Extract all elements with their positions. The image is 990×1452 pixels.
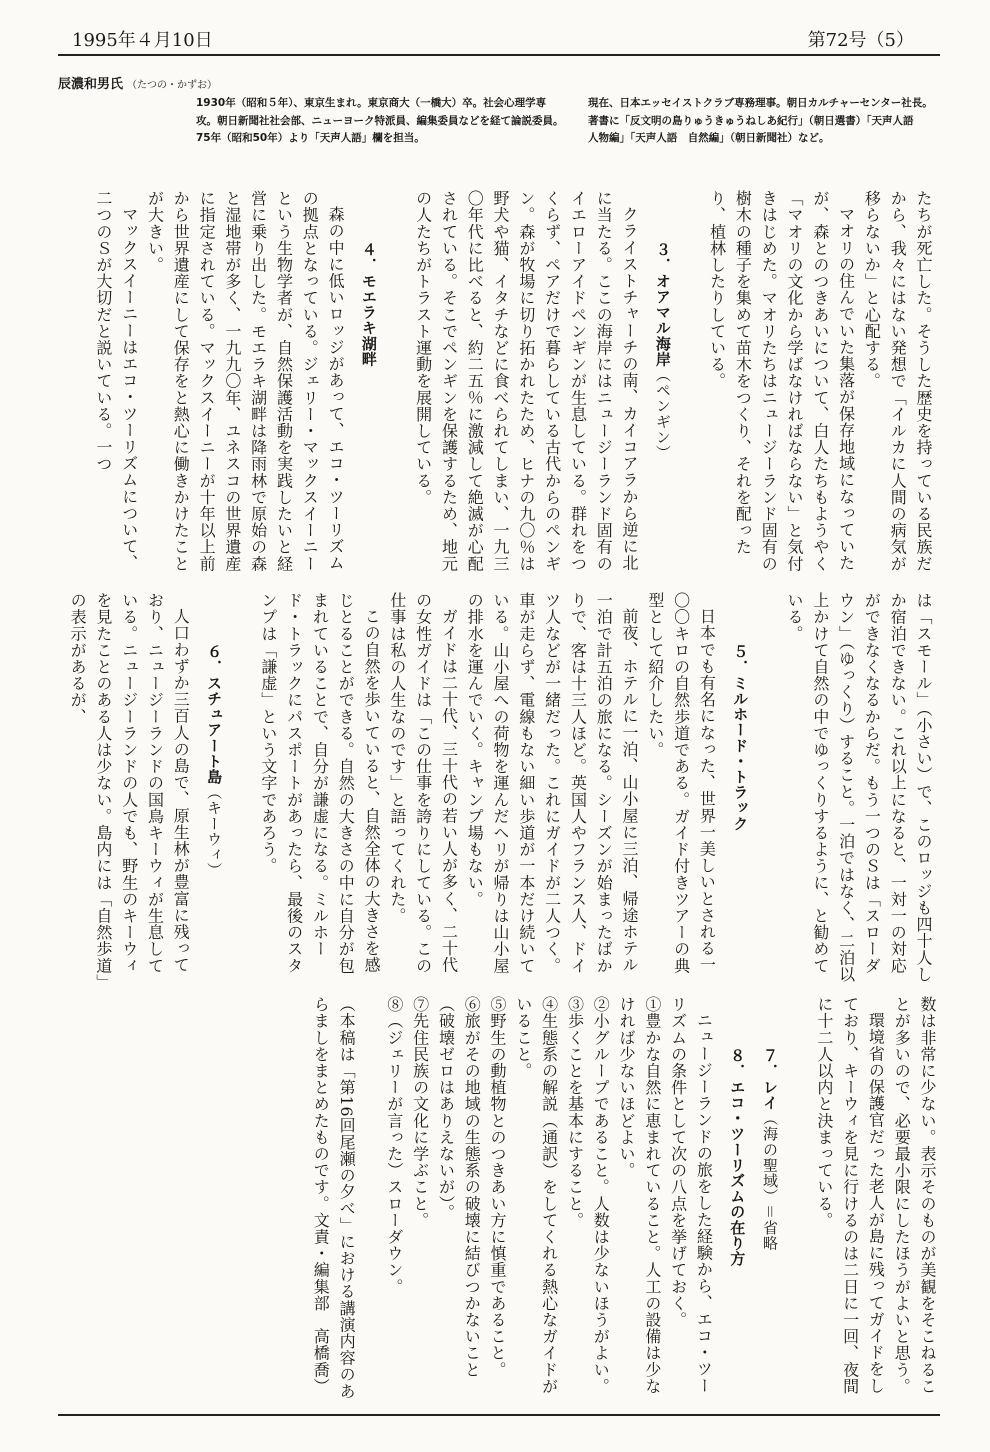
paragraph: 環境省の保護官だった老人が島に残ってガイドをしており、キーウィを見に行けるのは二日に一回、夜間に十二人以内と決まっている。 [814, 996, 886, 1395]
list-item: ③歩くことを基本にすること。 [565, 996, 585, 1229]
section-heading-7 [756, 996, 782, 1406]
list-item: ⑦先住民族の文化に学ぶこと。 [410, 996, 430, 1229]
section-heading-6-title: ６．スチュアート島 [205, 644, 224, 785]
list-item: ⑧（ジェリーが言った）スローダウン。 [384, 996, 404, 1295]
paragraph: 数は非常に少ない。表示そのものが美観をそこねることが多いので、必要最小限にしたほうがよいと思う。 [892, 996, 937, 1395]
paragraph: 前夜、ホテルに一泊、山小屋に三泊、帰途ホテル一泊で計五泊の旅になる。シーズンが始まったばかりで、客は十三人ほど。英国人やフランス人、ドイツ人などが一緒だった。これにガイドが二人つく。車が走らず、電線もない細い歩道が一本だけ続いている。山小屋への荷物を運んだヘリが帰りは山小屋の排水を運んでいく。キャンプ場もない。 [465, 592, 640, 974]
header-rule [58, 54, 940, 56]
section-gap [233, 592, 255, 986]
article-tier-1 [58, 190, 936, 580]
article-tier-3 [58, 996, 940, 1406]
paragraph: クライストチャーチの南、カイコアラから逆に北に当たる。ここの海岸にはニュージーランド固有のイエローアイドペンギンが生息している。群れをつくらず、ペアだけで暮らしている古代からのペンギン。森が牧場に切り拓かれたため、ヒナの九〇％は野犬や猫、イタチなどに食べられてしまい、一九三〇年代に比べると、約二五％に激減して絶滅が心配されている。そこでペンギンを保護するため、地元の人たちがトラスト運動を展開している。 [413, 190, 640, 572]
list-item: ②小グループであること。人数は少ないほうがよい。 [591, 996, 611, 1395]
issue-date: 1995年４月10日 [72, 30, 213, 51]
section-gap [359, 996, 381, 1406]
author-bio-right: 現在、日本エッセイストクラブ専務理事。朝日カルチャーセンター社長。著書に「反文明の島りゅうきゅうねしあ紀行」（朝日選書）「天声人語 人物編」「天声人語 自然編」（朝日新聞社）など。 [588, 97, 933, 144]
list-item: ⑥旅がその地域の生態系の破壊に結びつかないこと（破壊ゼロはありえないが）。 [436, 996, 482, 1378]
author-kana: （たつの・かずお） [127, 80, 218, 91]
section-heading-4: ４．モエラキ湖畔 [359, 242, 378, 367]
section-heading-7-title: ７．レイ [761, 1048, 780, 1111]
issue-number: 第72号（5） [807, 30, 914, 51]
paragraph: マオリの住んでいた集落が保存地域になっていたが、森とのつきあいについて、白人たちもようやく「マオリの文化から学ばなければならない」と気付きはじめた。マオリたちはニュージーランド固有の樹木の種子を集めて苗木をつくり、それを配ったり、植林したりしている。 [707, 190, 856, 572]
section-heading-3-title: ３．オアマル海岸 [653, 242, 672, 367]
section-heading-5: ５．ミルホード・トラック [731, 644, 750, 832]
section-heading-6 [200, 592, 226, 986]
list-item: ④生態系の解説（通訳）をしてくれる熱心なガイドがいること。 [513, 996, 559, 1395]
paragraph: 人口わずか三百人の島で、原生林が豊富に残っており、ニュージーランドの国鳥キーウィが生息している。ニュージーランドの人でも、野生のキーウィを見たことのある人は少ない。島内には「自然歩道」の表示があるが、 [68, 592, 191, 983]
list-item: ①豊かな自然に恵まれていること。人工の設備は少なければ少ないほどよい。 [617, 996, 662, 1395]
paragraph: 日本でも有名になった、世界一美しいとされる一〇〇キロの自然歩道である。ガイド付きツアーの典型として紹介したい。 [645, 592, 717, 974]
section-gap [388, 190, 410, 580]
section-heading-8: ８．エコ・ツーリズムの在り方 [728, 1048, 747, 1267]
section-heading-7-sub: （海の聖域）＝省略 [761, 1110, 780, 1251]
section-heading-6-sub: （キーウィ） [205, 784, 224, 879]
paragraph: ガイドは二十代、三十代の若い人が多く、二十代の女性ガイドは「この仕事を誇りにしている。この仕事は私の人生なのです」と語ってくれた。 [387, 592, 459, 974]
paragraph: マックスイーニーはエコ・ツーリズムについて、二つのＳが大切だと説いている。一つ [93, 190, 139, 572]
paragraph: ニュージーランドの旅をした経験から、エコ・ツーリズムの条件として次の八点を挙げておく。 [668, 996, 714, 1394]
list-item: ⑤野生の動植物とのつきあい方に慎重であること。 [488, 996, 508, 1378]
section-gap [682, 190, 704, 580]
author-name-text: 辰濃和男氏 [58, 77, 124, 92]
editorial-note: （本稿は「第16回尾瀬の夕べ」における講演内容のあらましをまとめたものです。文責・編集部 高橋喬） [311, 996, 357, 1400]
article-tier-2 [58, 592, 936, 986]
paragraph: は「スモール」（小さい）で、このロッジも四十人しか宿泊できない。これ以上になると、一対一の対応ができなくなるからだ。もう一つのＳは「スローダウン」（ゆっくり）すること。一泊ではなく、二泊以上かけて自然の中でゆっくりするように、と勧めている。 [785, 592, 933, 983]
section-heading-3 [649, 190, 675, 580]
author-bio-left: 1930年（昭和５年）、東京生まれ。東京商大（一橋大）卒。社会心理学専攻。朝日新聞社社会部、ニューヨーク特派員、編集委員などを経て論説委員。75年（昭和50年）より「天声人語」欄を担当。 [196, 97, 564, 144]
paragraph: 森の中に低いロッジがあって、エコ・ツーリズムの拠点となっている。ジェリー・マックスイーニーという生物学者が、自然保護活動を実践したいと経営に乗り出した。モエラキ湖畔は降雨林で原始の森と湿地帯が多く、一九九〇年、ユネスコの世界遺産に指定されている。マックスイーニーが十年以上前から世界遺産にして保存をと熱心に働きかけたことが大きい。 [145, 190, 346, 572]
section-gap [759, 592, 781, 986]
section-gap [789, 996, 811, 1406]
author-name [58, 73, 217, 92]
footer-rule [58, 1414, 940, 1416]
section-heading-3-sub: （ペンギン） [653, 366, 672, 461]
paragraph: たちが死亡した。そうした歴史を持っている民族だから、我々にはない発想で「イルカに人間の病気が移らないか」と心配する。 [862, 190, 933, 572]
paragraph: この自然を歩いていると、自然全体の大きさを感じとることができる。自然の大きさの中に自分が包まれていることで、自分が謙虚になる。ミルホード・トラックにパスポートがあったら、最後のスタンプは「謙虚」という文字であろう。 [258, 592, 382, 974]
